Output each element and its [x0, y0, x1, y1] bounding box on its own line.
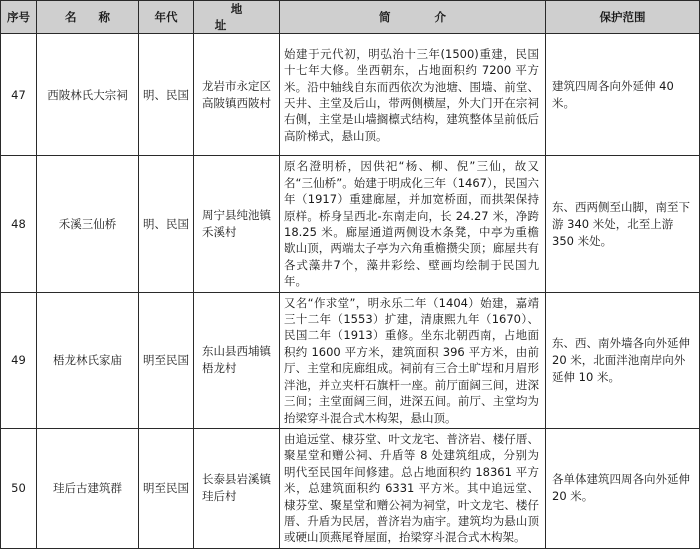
table-row: [1, 34, 700, 156]
table-body: [1, 34, 700, 548]
row-era: 明至民国: [139, 292, 194, 428]
header-era: 年代: [139, 1, 194, 34]
row-name: 西陂林氏大宗祠: [37, 34, 139, 156]
row-address: 东山县西埔镇梧龙村: [194, 292, 280, 428]
table-header: [1, 1, 700, 34]
row-address: 龙岩市永定区高陂镇西陂村: [194, 34, 280, 156]
row-scope: 建筑四周各向外延伸 40 米。: [546, 34, 700, 156]
header-intro: 简介: [280, 1, 546, 34]
row-intro: 原名澄明桥，因供祀“杨、柳、倪”三仙，故又名“三仙桥”。始建于明成化三年（1467），民国六年（1917）重建廊屋，并加宽桥面，而拱架保持原样。桥身呈西北-东南走向，长 24.27 米，净跨 18.25 米。廊屋通道两侧设木条凳，中亭为重檐歇山顶，两端太子亭为六角重檐攒尖顶；廊屋共有各式藻井7个，藻井彩绘、壁画均绘制于民国九年。: [280, 156, 546, 292]
row-no: 50: [1, 428, 37, 548]
table-row: [1, 292, 700, 428]
row-era: 明至民国: [139, 428, 194, 548]
row-name: 珪后古建筑群: [37, 428, 139, 548]
header-address: 地址: [194, 1, 280, 34]
row-address: 周宁县纯池镇禾溪村: [194, 156, 280, 292]
row-name: 梧龙林氏家庙: [37, 292, 139, 428]
row-intro: 由追远堂、棣芬堂、叶文龙宅、普济岩、楼仔厝、聚星堂和赠公祠、升盾等 8 处建筑组成，分别为明代至民国年间修建。总占地面积约 18361 平方米，总建筑面积约 6331 平方米。其中追远堂、棣芬堂、聚星堂和赠公祠为祠堂，叶文龙宅、楼仔厝、升盾为民居，普济岩为庙宇。建筑均为悬山顶或硬山顶燕尾脊屋面，抬梁穿斗混合式木构架。: [280, 428, 546, 548]
header-scope: 保护范围: [546, 1, 700, 34]
row-scope: 东、西、南外墙各向外延伸20 米，北面泮池南岸向外延伸 10 米。: [546, 292, 700, 428]
row-intro: 始建于元代初，明弘治十三年(1500)重建，民国十七年大修。坐西朝东，占地面积约 7200 平方米。沿中轴线自东而西依次为池塘、围墙、前堂、天井、主堂及后山，带两侧横屋，外大门开在宗祠右侧，主堂是山墙搁檩式结构，建筑整体呈前低后高阶梯式，悬山顶。: [280, 34, 546, 156]
row-intro: 又名“作求堂”，明永乐二年（1404）始建，嘉靖三十二年（1553）扩建，清康熙九年（1670）、民国二年（1913）重修。坐东北朝西南，占地面积约 1600 平方米，建筑面积 396 平方米，由前厅、主堂和庑廊组成。祠前有三合土旷埕和月眉形泮池，并立夹杆石旗杆一座。前厅面阔三间，进深三间；主堂面阔三间，进深五间。前厅、主堂均为抬梁穿斗混合式木构架，悬山顶。: [280, 292, 546, 428]
row-no: 47: [1, 34, 37, 156]
row-era: 明、民国: [139, 156, 194, 292]
row-name: 禾溪三仙桥: [37, 156, 139, 292]
row-era: 明、民国: [139, 34, 194, 156]
header-name: 名称: [37, 1, 139, 34]
row-scope: 各单体建筑四周各向外延伸 20 米。: [546, 428, 700, 548]
table-row: [1, 428, 700, 548]
row-no: 49: [1, 292, 37, 428]
row-scope: 东、西两侧至山脚，南至下游 340 米处，北至上游 350 米处。: [546, 156, 700, 292]
row-no: 48: [1, 156, 37, 292]
header-no: 序号: [1, 1, 37, 34]
table-row: [1, 156, 700, 292]
row-address: 长泰县岩溪镇珪后村: [194, 428, 280, 548]
header-row: [1, 1, 700, 34]
